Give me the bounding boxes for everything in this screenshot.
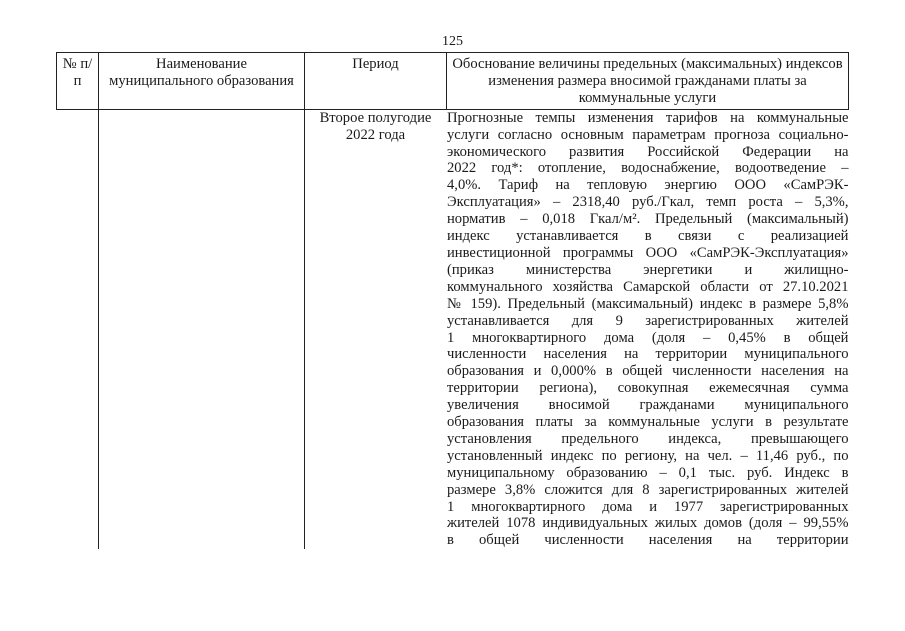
basis-line: образования платы за коммунальные услуги в результате bbox=[447, 414, 849, 431]
basis-line: индекс устанавливается в связи с реализацией bbox=[447, 228, 849, 245]
basis-line: установления предельного индекса, превышающего bbox=[447, 430, 849, 447]
cell-num bbox=[57, 109, 99, 549]
basis-line: 1 многоквартирного дома и 1977 зарегистрированных bbox=[447, 498, 849, 515]
cell-period: Второе полугодие 2022 года bbox=[319, 109, 432, 143]
tariff-index-table bbox=[56, 52, 849, 549]
header-municipality: Наименование муниципального образования bbox=[99, 53, 305, 110]
basis-line: услуги согласно основным параметрам прогноза социально- bbox=[447, 126, 849, 143]
table-header-row bbox=[57, 53, 849, 110]
basis-line: Прогнозные темпы изменения тарифов на коммунальные bbox=[447, 109, 849, 126]
basis-line: 2022 год*: отопление, водоснабжение, водоотведение – bbox=[447, 160, 849, 177]
basis-line: № 159). Предельный (максимальный) индекс в размере 5,8% bbox=[447, 295, 849, 312]
basis-line: коммунального хозяйства Самарской области от 27.10.2021 bbox=[447, 278, 849, 295]
basis-line: численности населения на территории муниципального bbox=[447, 346, 849, 363]
basis-line: жителей 1078 индивидуальных жилых домов (доля – 99,55% bbox=[447, 515, 849, 532]
table-row bbox=[57, 109, 849, 549]
cell-basis bbox=[447, 109, 849, 549]
basis-line: образования и 0,000% в общей численности населения на bbox=[447, 363, 849, 380]
basis-text bbox=[447, 110, 849, 550]
basis-line: инвестиционной программы ООО «СамРЭК-Эксплуатация» bbox=[447, 244, 849, 261]
basis-line: 1 многоквартирного дома (доля – 0,45% в общей bbox=[447, 329, 849, 346]
basis-line: в общей численности населения на территории bbox=[447, 532, 849, 549]
header-num: № п/п bbox=[57, 53, 99, 110]
cell-municipality bbox=[99, 109, 305, 549]
basis-line: увеличения вносимой гражданами муниципального bbox=[447, 397, 849, 414]
basis-line: установленный индекс по региону, на чел. – 11,46 руб., по bbox=[447, 447, 849, 464]
basis-line: территории региона), совокупная ежемесячная сумма bbox=[447, 380, 849, 397]
header-basis: Обоснование величины предельных (максимальных) индексов изменения размера вносимой гражданами платы за коммунальные услуги bbox=[447, 53, 849, 110]
basis-line: размере 3,8% сложится для 8 зарегистрированных жителей bbox=[447, 481, 849, 498]
basis-line: норматив – 0,018 Гкал/м². Предельный (максимальный) bbox=[447, 211, 849, 228]
page-number: 125 bbox=[442, 34, 463, 49]
basis-line: экономического развития Российской Федерации на bbox=[447, 143, 849, 160]
basis-line: 4,0%. Тариф на тепловую энергию ООО «СамРЭК- bbox=[447, 177, 849, 194]
header-period: Период bbox=[305, 53, 447, 110]
basis-line: Эксплуатация» – 2318,40 руб./Гкал, темп роста – 5,3%, bbox=[447, 194, 849, 211]
basis-line: устанавливается для 9 зарегистрированных жителей bbox=[447, 312, 849, 329]
basis-line: (приказ министерства энергетики и жилищно- bbox=[447, 261, 849, 278]
basis-line: муниципальному образованию – 0,1 тыс. руб. Индекс в bbox=[447, 464, 849, 481]
